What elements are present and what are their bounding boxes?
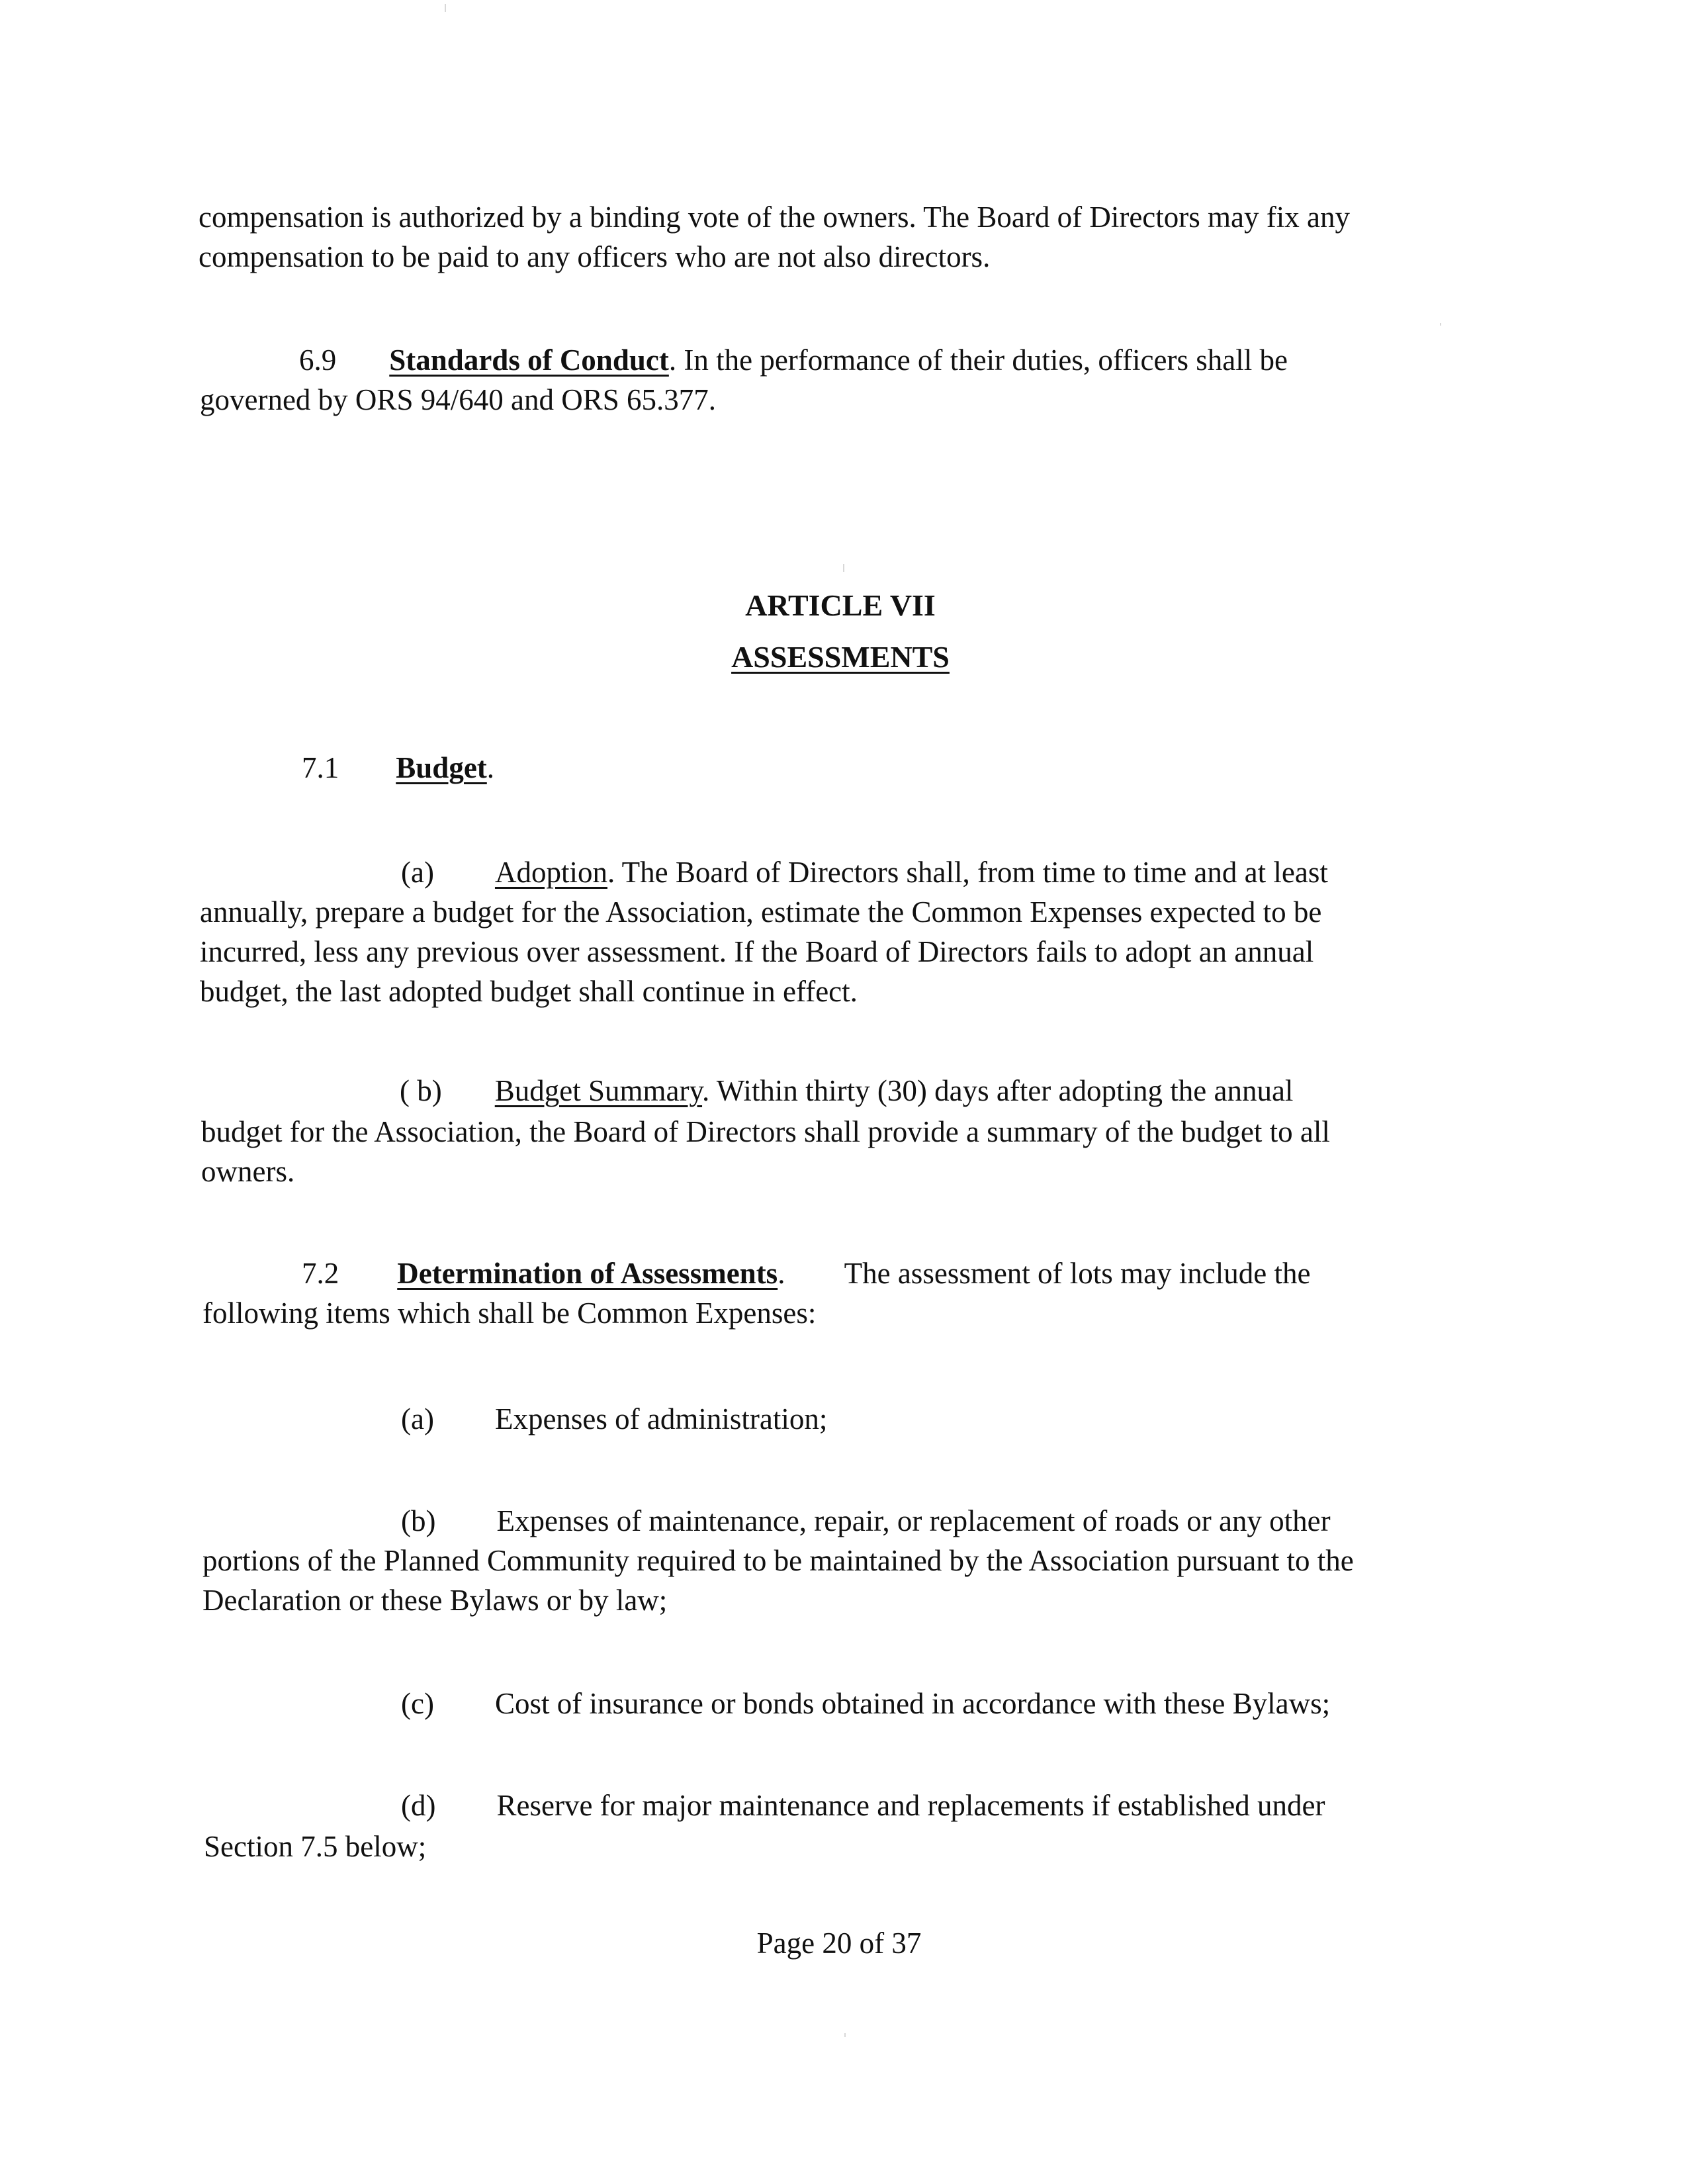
article-title: ASSESSMENTS (731, 640, 950, 674)
section-7-1-b-line-2: budget for the Association, the Board of Directors shall provide a summary of the budget to all (201, 1115, 1330, 1148)
page-number: Page 20 of 37 (756, 1927, 922, 1960)
list-item-d (401, 1786, 1325, 1825)
item-label: (c) (401, 1687, 434, 1720)
scan-speck (1440, 323, 1441, 326)
list-item-b-line-3: Declaration or these Bylaws or by law; (202, 1584, 668, 1617)
section-title: Budget (396, 751, 487, 784)
section-number: 7.2 (302, 1257, 339, 1290)
scan-speck (843, 564, 844, 572)
section-7-1-heading (302, 748, 494, 788)
section-text: . In the performance of their duties, officers shall be (668, 343, 1288, 377)
item-text: Expenses of administration; (494, 1402, 828, 1435)
section-7-1-a-line-2: annually, prepare a budget for the Association, estimate the Common Expenses expected to be (200, 895, 1322, 929)
item-text: Cost of insurance or bonds obtained in accordance with these Bylaws; (494, 1687, 1331, 1720)
scan-speck (445, 4, 446, 12)
item-label: (b) (401, 1504, 436, 1537)
item-text: Reserve for major maintenance and replacements if established under (496, 1789, 1325, 1822)
section-number: 7.1 (302, 751, 339, 784)
list-item-b-line-2: portions of the Planned Community required to be maintained by the Association pursuant to the (202, 1544, 1354, 1577)
continuation-line-2: compensation to be paid to any officers who are not also directors. (199, 240, 991, 273)
section-7-1-b-line-1 (400, 1071, 1293, 1111)
article-number: ARTICLE VII (745, 588, 936, 622)
section-7-2-line-2: following items which shall be Common Expenses: (202, 1297, 817, 1330)
section-6-9-line-2: governed by ORS 94/640 and ORS 65.377. (200, 383, 716, 416)
item-text: . The Board of Directors shall, from time to time and at least (607, 856, 1328, 889)
section-title: Standards of Conduct (389, 343, 669, 377)
continuation-line-1: compensation is authorized by a binding vote of the owners. The Board of Directors may fix any (199, 201, 1350, 234)
scan-speck (844, 2033, 846, 2037)
section-7-1-b-line-3: owners. (201, 1155, 295, 1188)
list-item-a (401, 1399, 827, 1439)
list-item-b (401, 1501, 1331, 1541)
list-item-d-line-2: Section 7.5 below; (204, 1830, 427, 1863)
section-text: . The assessment of lots may include the (778, 1257, 1311, 1290)
section-title: Determination of Assessments (397, 1257, 778, 1290)
section-7-1-a-line-1 (401, 852, 1328, 892)
section-6-9-line-1 (299, 340, 1288, 380)
item-title: Budget Summary (494, 1074, 703, 1107)
section-number: 6.9 (299, 343, 337, 377)
section-7-1-a-line-4: budget, the last adopted budget shall continue in effect. (200, 975, 858, 1008)
item-label: (d) (401, 1789, 436, 1822)
list-item-c (401, 1684, 1330, 1723)
item-text: . Within thirty (30) days after adopting the annual (702, 1074, 1294, 1107)
item-text: Expenses of maintenance, repair, or replacement of roads or any other (496, 1504, 1331, 1537)
item-title: Adoption (494, 856, 607, 889)
item-label: ( b) (400, 1074, 442, 1107)
item-label: (a) (401, 856, 434, 889)
section-7-1-a-line-3: incurred, less any previous over assessment. If the Board of Directors fails to adopt an annual (200, 935, 1314, 968)
item-label: (a) (401, 1402, 434, 1435)
section-7-2-line-1 (302, 1253, 1310, 1293)
section-trail: . (486, 751, 495, 784)
